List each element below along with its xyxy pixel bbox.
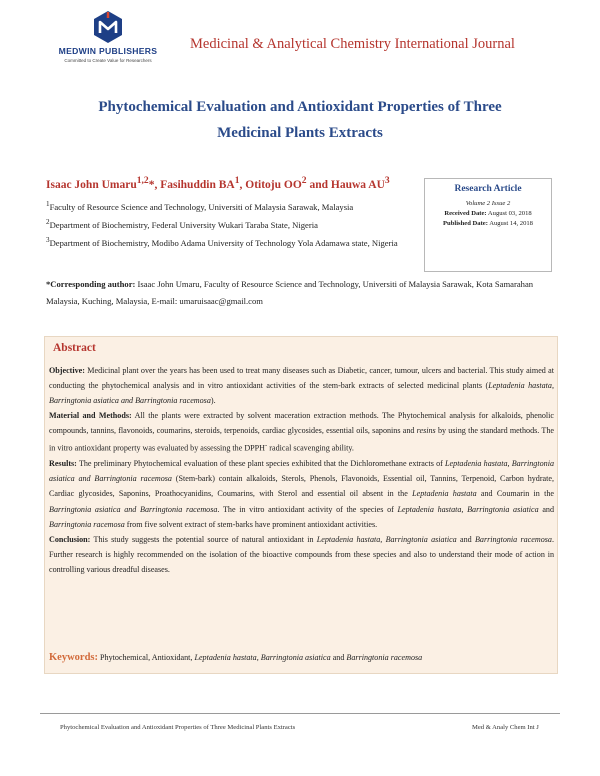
abstract-conclusion xyxy=(49,532,554,577)
publisher-logo xyxy=(48,10,168,70)
footer-divider xyxy=(40,713,560,714)
conclusion-text: . Further research is highly recommended on the isolation of the bioactive compounds from these species and also to understand their mode of action in controlling various dreadful diseases. xyxy=(49,534,554,574)
title-line-2: Medicinal Plants Extracts xyxy=(217,125,383,141)
methods-text: by using the standard methods. The in vitro antioxidant property was evaluated by assessing the DPPH xyxy=(49,426,554,454)
volume-text: Volume 2 Issue 2 xyxy=(465,200,511,207)
author-sup-1: 1,2 xyxy=(136,175,149,186)
objective-text: Medicinal plant over the years has been used to treat many diseases such as Diabetic, cancer, tumour, ulcers and bacterial. This study aimed at conducting the phytochemical analysis and in vitro antioxidant activities of the stem-bark extracts of selected medicinal plants ( xyxy=(49,366,554,391)
received-value: August 03, 2018 xyxy=(487,210,532,217)
medwin-logo-icon xyxy=(92,10,124,44)
received-label: Received Date: xyxy=(444,210,487,217)
corresponding-text: Isaac John Umaru, Faculty of Resource Science and Technology, Universiti of Malaysia Sarawak, Kota Samarahan Malaysia, Kuching, Malaysia, E-mail: umaruisaac@gmail.com xyxy=(46,279,534,306)
author-4: and Hauwa AU xyxy=(306,178,385,191)
author-2: *, Fasihuddin BA xyxy=(148,178,235,191)
objective-label: Objective: xyxy=(49,366,85,375)
objective-end: ). xyxy=(210,396,216,406)
corresponding-author xyxy=(46,276,554,310)
abstract-box xyxy=(44,336,558,674)
article-type: Research Article xyxy=(454,184,522,194)
affiliation-3 xyxy=(46,231,426,252)
results-text: and Coumarin in the xyxy=(476,489,554,499)
conclusion-text: This study suggests the potential source of natural antioxidant in xyxy=(90,534,317,544)
author-1: Isaac John Umaru xyxy=(46,178,137,191)
affiliation-text: Department of Biochemistry, Federal University Wukari Taraba State, Nigeria xyxy=(49,219,318,230)
keywords-label: Keywords: xyxy=(49,652,98,663)
keywords-species: Leptadenia hastata, Barringtonia asiatica xyxy=(194,653,331,662)
methods-label: Material and Methods: xyxy=(49,411,132,421)
results-text: The preliminary Phytochemical evaluation of these plant species exhibited that the Dichloromethane extracts of xyxy=(76,459,446,469)
affiliation-num: 2 xyxy=(46,218,50,226)
journal-name: Medicinal & Analytical Chemistry International Journal xyxy=(190,36,515,52)
results-text: from five solvent extract of stem-barks have prominent antioxidant activities. xyxy=(124,519,378,529)
footer-journal-abbrev: Med & Analy Chem Int J xyxy=(472,724,539,731)
published-date xyxy=(425,220,551,227)
publisher-tagline: Committed to Create Value for Researchers xyxy=(64,58,152,63)
affiliation-text: Department of Biochemistry, Modibo Adama University of Technology Yola Adamawa state, Nigeria xyxy=(49,237,398,248)
abstract-heading: Abstract xyxy=(53,342,96,354)
published-label: Published Date: xyxy=(443,220,488,227)
corresponding-label: *Corresponding author: xyxy=(46,279,136,289)
footer-running-title: Phytochemical Evaluation and Antioxidant Properties of Three Medicinal Plants Extracts xyxy=(60,724,296,731)
keywords xyxy=(49,652,422,663)
results-species: Barringtonia asiatica and Barringtonia racemosa xyxy=(49,504,218,514)
objective-species: Leptadenia hastata, Barringtonia asiatica and Barringtonia racemosa xyxy=(49,381,554,406)
methods-sup: - xyxy=(265,442,268,450)
article-title xyxy=(40,94,560,146)
author-3: , Otitoju OO xyxy=(239,178,302,191)
author-list xyxy=(46,175,390,191)
methods-text: All the plants were extracted by solvent maceration extraction methods. The Phytochemical analysis for alkaloids, phenolic compounds, tannins, flavonoids, coumarins, steroids, terpenoids, cardiac glycosides, essential oils, saponins and xyxy=(49,411,554,436)
results-species: Leptadenia hastata, Barringtonia asiatica xyxy=(397,504,539,514)
keywords-text: Phytochemical, Antioxidant, xyxy=(98,653,195,662)
conclusion-label: Conclusion: xyxy=(49,534,91,544)
results-text: and xyxy=(538,504,555,514)
abstract-methods xyxy=(49,408,554,456)
abstract-body xyxy=(49,363,554,577)
received-date xyxy=(425,210,551,217)
abstract-results xyxy=(49,456,554,531)
publisher-name: MEDWIN PUBLISHERS xyxy=(58,46,158,56)
author-sup-4: 3 xyxy=(384,175,390,186)
published-value: August 14, 2018 xyxy=(489,220,533,227)
conclusion-species: Barringtonia racemosa xyxy=(474,534,552,544)
results-text: . The in vitro antioxidant activity of the species of xyxy=(217,504,398,514)
author-sup-2: 1 xyxy=(234,175,240,186)
results-species: Leptadenia hastata, Barringtonia asiatica and Barringtonia racemosa xyxy=(49,459,554,484)
page-header xyxy=(0,0,600,80)
results-text: (Stem-bark) contain alkaloids, Sterols, Phenols, Flavonoids, Essential oil, Tannins, Terpenoid, Carbon hydrate, Cardiac glycosides, Saponins, Proathocyanidins, Coumarins, with Sterol and essential oil absent in the xyxy=(49,474,554,499)
results-species: Barringtonia racemosa xyxy=(49,519,125,529)
article-info-box xyxy=(424,178,552,272)
affiliation-text: Faculty of Resource Science and Technology, Universiti of Malaysia Sarawak, Malaysia xyxy=(49,201,354,212)
affiliation-num: 3 xyxy=(46,236,50,244)
conclusion-species: Leptadenia hastata, Barringtonia asiatica xyxy=(316,534,457,544)
results-species: Leptadenia hastata xyxy=(412,489,477,499)
conclusion-text: and xyxy=(456,534,475,544)
title-line-1: Phytochemical Evaluation and Antioxidant Properties of Three xyxy=(98,99,502,115)
volume-issue xyxy=(425,200,551,207)
affiliation-num: 1 xyxy=(46,200,50,208)
results-label: Results: xyxy=(49,459,77,469)
keywords-text: and xyxy=(330,653,347,662)
author-sup-3: 2 xyxy=(301,175,307,186)
keywords-species: Barringtonia racemosa xyxy=(346,653,423,662)
abstract-objective xyxy=(49,363,554,408)
methods-italic: resins xyxy=(416,426,436,436)
methods-text: radical scavenging ability. xyxy=(267,444,354,454)
